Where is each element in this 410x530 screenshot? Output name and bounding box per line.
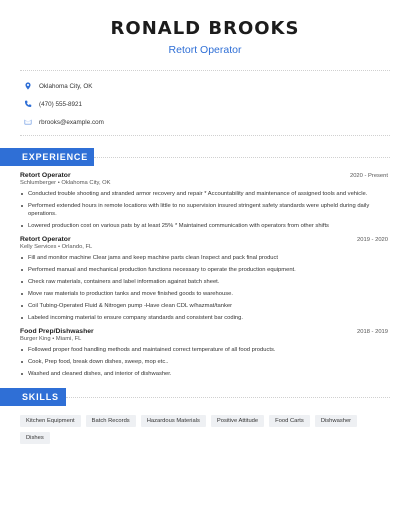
- contact-list: [0, 71, 410, 135]
- bullet-item: Coil Tubing-Operated Fluid & Nitrogen pump -Have clean CDL w/hazmat/tanker: [20, 302, 388, 310]
- bullet-item: Followed proper food handling methods and maintained correct temperature of all food products.: [20, 346, 388, 354]
- experience-list: [0, 172, 410, 378]
- bullet-item: Washed and cleaned dishes, and interior of dishwasher.: [20, 370, 388, 378]
- job-location: Oklahoma City, OK: [61, 180, 111, 186]
- skill-chip: Dishes: [20, 432, 50, 444]
- skill-chip: Batch Records: [86, 415, 136, 427]
- candidate-name: RONALD BROOKS: [110, 18, 300, 39]
- job-dates: 2019 - 2020: [357, 237, 388, 243]
- experience-heading: EXPERIENCE: [0, 148, 94, 166]
- bullet-item: Check raw materials, containers and label information against batch sheet.: [20, 278, 388, 286]
- skill-chip: Food Carts: [269, 415, 310, 427]
- job-company-line: Kelly Services • Orlando, FL: [20, 244, 93, 250]
- bullet-item: Performed extended hours in remote locations with little to no supervision insured stringent safety standards were upheld during daily operations.: [20, 202, 388, 218]
- job-company-line: Schlumberger • Oklahoma City, OK: [20, 180, 111, 186]
- skill-chip: Kitchen Equipment: [20, 415, 81, 427]
- bullet-item: Labeled incoming material to ensure company standards and consistent bar coding.: [20, 314, 388, 322]
- email-icon: [22, 116, 34, 128]
- bullet-item: Move raw materials to production tanks and move finished goods to warehouse.: [20, 290, 388, 298]
- job-company-line: Burger King • Miami, FL: [20, 336, 82, 342]
- contact-location-text: Oklahoma City, OK: [39, 82, 93, 90]
- skill-chip: Hazardous Materials: [141, 415, 206, 427]
- skill-chip: Dishwasher: [315, 415, 357, 427]
- candidate-title: Retort Operator: [168, 44, 242, 56]
- phone-icon: [22, 98, 34, 110]
- resume-header: [0, 0, 410, 56]
- contact-email: [22, 113, 410, 131]
- job-title: Retort Operator: [20, 172, 71, 179]
- job-entry: [20, 172, 388, 230]
- job-dates: 2020 - Present: [349, 173, 388, 179]
- job-company: Burger King: [20, 336, 51, 342]
- skills-rule: [66, 397, 390, 398]
- job-bullets: [20, 346, 388, 378]
- skills-list: [0, 406, 410, 444]
- job-entry: [20, 236, 388, 322]
- job-title: Retort Operator: [20, 236, 71, 243]
- contact-divider: [20, 135, 390, 136]
- skills-section-header: [0, 388, 410, 406]
- bullet-item: Lowered production cost on various pats by at least 25% * Maintained communication with operators from other shifts: [20, 222, 388, 230]
- bullet-item: Fill and monitor machine Clear jams and keep machine parts clean Inspect and pack final product: [20, 254, 388, 262]
- skill-chip: Positive Attitude: [211, 415, 264, 427]
- bullet-item: Conducted trouble shooting and stranded armor recovery and repair * Accountability and maintenance of assigned tools and vehicle.: [20, 190, 388, 198]
- experience-section-header: [0, 148, 410, 166]
- job-dates: 2018 - 2019: [357, 329, 388, 335]
- job-location: Orlando, FL: [61, 244, 93, 250]
- job-title: Food Prep/Dishwasher: [20, 328, 94, 335]
- contact-email-text: rbrooks@example.com: [39, 118, 104, 126]
- job-company: Schlumberger: [20, 180, 57, 186]
- bullet-item: Cook, Prep food, break down dishes, sweep, mop etc..: [20, 358, 388, 366]
- contact-phone-text: (470) 555-8921: [39, 100, 83, 108]
- job-entry: [20, 328, 388, 378]
- contact-location: [22, 77, 410, 95]
- job-bullets: [20, 190, 388, 230]
- job-location: Miami, FL: [55, 336, 82, 342]
- job-bullets: [20, 254, 388, 322]
- bullet-item: Performed manual and mechanical production functions necessary to operate the production equipment.: [20, 266, 388, 274]
- location-pin-icon: [22, 80, 34, 92]
- job-company: Kelly Services: [20, 244, 57, 250]
- skills-heading: SKILLS: [0, 388, 66, 406]
- experience-rule: [94, 157, 390, 158]
- contact-phone: [22, 95, 410, 113]
